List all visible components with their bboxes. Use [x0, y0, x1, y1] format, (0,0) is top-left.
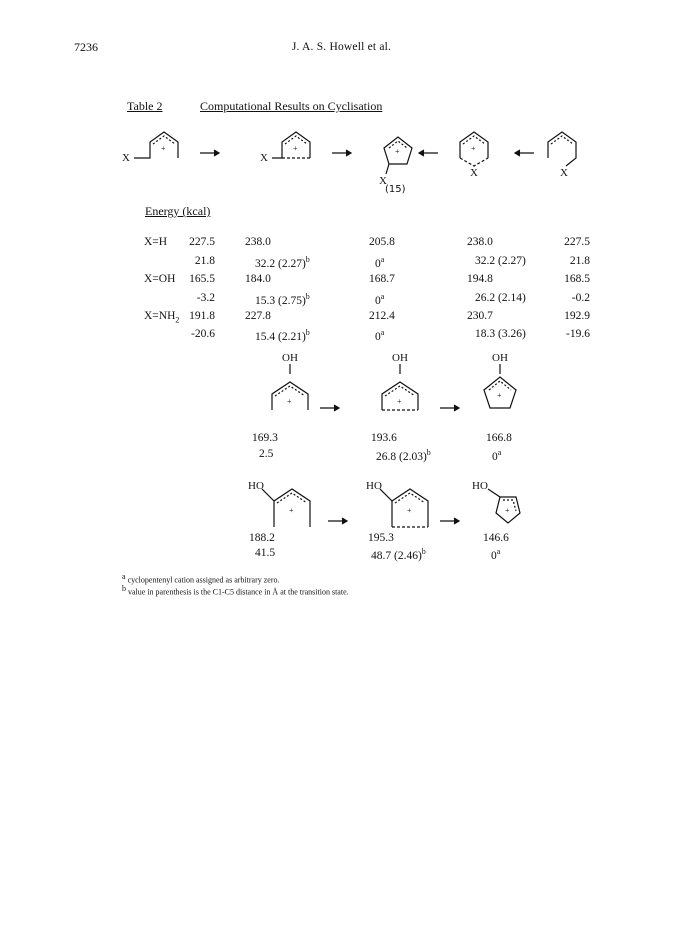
table-cell: -19.6: [566, 328, 590, 340]
substituent-x-5: X: [560, 167, 568, 179]
oh-value-3a: 166.8: [486, 432, 512, 444]
table-cell: 184.0: [245, 273, 271, 285]
ho-value-1b: 41.5: [255, 547, 276, 559]
table-cell: -20.6: [191, 328, 215, 340]
table-cell: 238.0: [245, 236, 271, 248]
table-cell: 227.5: [564, 236, 590, 248]
table-cell: 26.2 (2.14): [475, 292, 526, 304]
table-cell: 238.0: [467, 236, 493, 248]
table-cell: 21.8: [569, 255, 590, 267]
footnote-b: $^b$ value in parenthesis is the C1-C5 distance in Å at the transition state.: [122, 584, 349, 597]
table-cell: 32.2 $(2.27)^b$: [255, 255, 310, 270]
row-label: X=OH: [144, 273, 176, 285]
ho-series-scheme: [240, 477, 530, 537]
oh-label-2: OH: [392, 352, 408, 364]
substituent-x-1: X: [122, 152, 130, 164]
table-cell: -3.2: [196, 292, 215, 304]
table-cell: 194.8: [467, 273, 493, 285]
ho-value-2b: 48.7 $(2.46)^b$: [371, 547, 426, 562]
table-cell: 192.9: [564, 310, 590, 322]
oh-series-scheme: [250, 350, 530, 430]
table-cell: -0.2: [571, 292, 590, 304]
table-cell: 0$^a$: [375, 328, 385, 343]
oh-value-2b: 26.8 $(2.03)^b$: [376, 448, 431, 463]
table-cell: 15.4 $(2.21)^b$: [255, 328, 310, 343]
table-title: Computational Results on Cyclisation: [200, 99, 383, 113]
table-cell: 18.3 (3.26): [475, 328, 526, 340]
oh-label-3: OH: [492, 352, 508, 364]
table-cell: 15.3 $(2.75)^b$: [255, 292, 310, 307]
running-head: J. A. S. Howell et al.: [291, 41, 392, 53]
compound-label: (15): [385, 184, 406, 195]
svg-text:+: +: [395, 147, 400, 156]
svg-text:+: +: [289, 506, 294, 515]
ho-label-2: HO: [366, 480, 382, 492]
svg-text:+: +: [397, 397, 402, 406]
svg-text:+: +: [505, 506, 510, 515]
table-cell: 168.5: [564, 273, 590, 285]
svg-text:+: +: [407, 506, 412, 515]
row-label: $X=NH_2$: [144, 310, 180, 325]
ho-label-1: HO: [248, 480, 264, 492]
ho-label-3: HO: [472, 480, 488, 492]
svg-text:+: +: [497, 391, 502, 400]
svg-text:+: +: [161, 144, 166, 153]
table-cell: 230.7: [467, 310, 493, 322]
table-label: Table 2: [127, 99, 163, 113]
table-cell: 32.2 (2.27): [475, 255, 526, 267]
energy-header: Energy (kcal): [145, 204, 211, 218]
table-cell: 227.8: [245, 310, 271, 322]
row-label: X=H: [144, 236, 168, 248]
oh-label-1: OH: [282, 352, 298, 364]
table-cell: 212.4: [369, 310, 395, 322]
svg-text:+: +: [471, 144, 476, 153]
svg-text:+: +: [293, 144, 298, 153]
ho-value-1a: 188.2: [249, 532, 275, 544]
table-cell: 168.7: [369, 273, 395, 285]
table-cell: 21.8: [194, 255, 215, 267]
oh-value-3b: 0$^a$: [492, 448, 502, 463]
oh-value-1a: 169.3: [252, 432, 278, 444]
oh-value-1b: 2.5: [259, 448, 274, 460]
ho-value-3b: 0$^a$: [491, 547, 501, 562]
substituent-x-2: X: [260, 152, 268, 164]
footnote-a: $^a$ cyclopentenyl cation assigned as arbitrary zero.: [122, 572, 280, 585]
oh-value-2a: 193.6: [371, 432, 397, 444]
table-cell: 205.8: [369, 236, 395, 248]
substituent-x-4: X: [470, 167, 478, 179]
table-cell: 227.5: [189, 236, 215, 248]
svg-text:+: +: [287, 397, 292, 406]
table-cell: 191.8: [189, 310, 215, 322]
table-cell: 165.5: [189, 273, 215, 285]
ho-value-2a: 195.3: [368, 532, 394, 544]
page-number: 7236: [74, 40, 98, 54]
reaction-scheme-top: [120, 120, 590, 200]
table-cell: 0$^a$: [375, 292, 385, 307]
ho-value-3a: 146.6: [483, 532, 509, 544]
substituent-x-3: X: [379, 175, 387, 187]
table-cell: 0$^a$: [375, 255, 385, 270]
